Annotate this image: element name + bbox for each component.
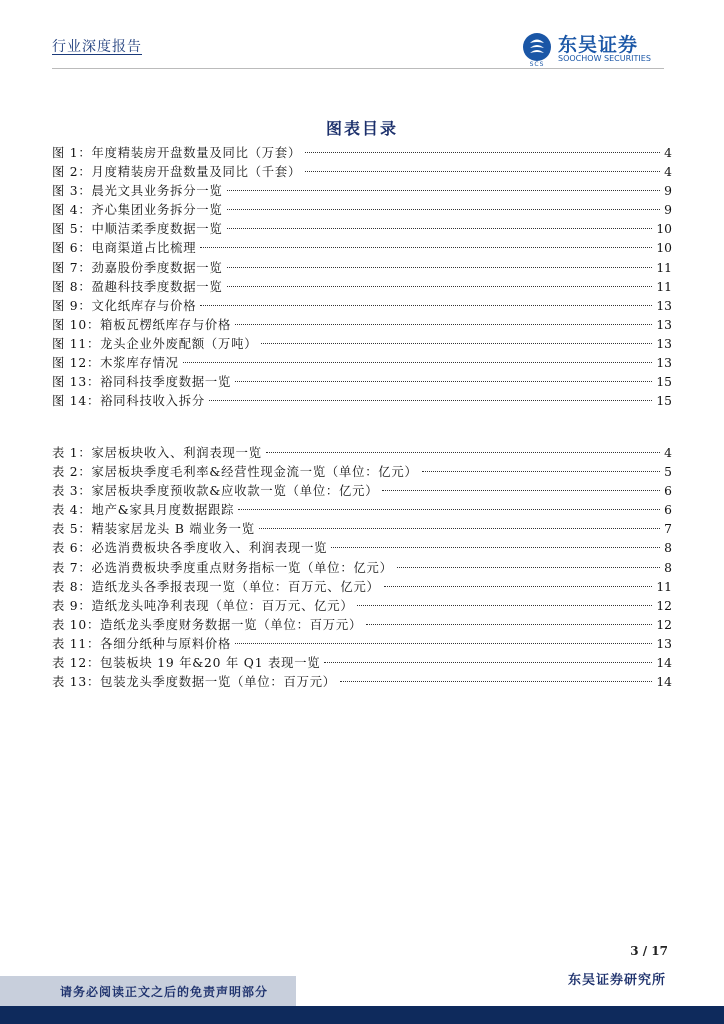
dot-leader xyxy=(238,509,660,510)
toc-entry-label: 图 9：文化纸库存与价格 xyxy=(52,298,197,313)
toc-figure-entry[interactable] xyxy=(52,335,672,354)
toc-figure-entry[interactable] xyxy=(52,163,672,182)
toc-entry-label: 表 11：各细分纸种与原料价格 xyxy=(52,636,232,651)
toc-entry-label: 图 10：箱板瓦楞纸库存与价格 xyxy=(52,317,232,332)
toc-table-entry[interactable] xyxy=(52,539,672,558)
toc-entry-label: 表 10：造纸龙头季度财务数据一览（单位：百万元） xyxy=(52,617,363,632)
toc-entry-page: 5 xyxy=(664,465,672,480)
figure-list xyxy=(52,144,672,411)
toc-table-entry[interactable] xyxy=(52,616,672,635)
toc-entry-label: 图 3：晨光文具业务拆分一览 xyxy=(52,184,223,199)
dot-leader xyxy=(259,528,660,529)
toc-figure-entry[interactable] xyxy=(52,373,672,392)
toc-entry-label: 图 1：年度精装房开盘数量及同比（万套） xyxy=(52,146,302,160)
dot-leader xyxy=(331,547,660,548)
dot-leader xyxy=(366,624,652,625)
toc-entry-page: 13 xyxy=(656,636,672,651)
dot-leader xyxy=(305,171,660,172)
toc-entry-label: 表 7：必选消费板块季度重点财务指标一览（单位：亿元） xyxy=(52,560,393,575)
toc-figure-entry[interactable] xyxy=(52,259,672,278)
toc-entry-label: 表 4：地产&家具月度数据跟踪 xyxy=(52,503,235,518)
toc-table-entry[interactable] xyxy=(52,501,672,520)
toc-figure-entry[interactable] xyxy=(52,220,672,239)
toc-entry-label: 表 12：包装板块 19 年&20 年 Q1 表现一览 xyxy=(52,656,321,671)
toc-entry-page: 13 xyxy=(656,317,672,332)
soochow-logo-icon xyxy=(522,32,552,62)
toc-entry-label: 表 2：家居板块季度毛利率&经营性现金流一览（单位：亿元） xyxy=(52,465,418,480)
dot-leader xyxy=(235,381,652,382)
toc-entry-label: 图 8：盈趣科技季度数据一览 xyxy=(52,279,223,294)
toc-entry-label: 表 8：造纸龙头各季报表现一览（单位：百万元、亿元） xyxy=(52,579,380,594)
toc-entry-label: 图 7：劲嘉股份季度数据一览 xyxy=(52,260,223,275)
dot-leader xyxy=(235,643,652,644)
toc-table-entry[interactable] xyxy=(52,578,672,597)
toc-table-entry[interactable] xyxy=(52,520,672,539)
logo-chinese-name: 东吴证券 xyxy=(558,34,639,56)
dot-leader xyxy=(261,343,652,344)
footer-bar xyxy=(0,1006,724,1024)
header-category: 行业深度报告 xyxy=(52,39,142,55)
dot-leader xyxy=(227,286,653,287)
toc-entry-page: 9 xyxy=(664,203,672,218)
toc-entry-page: 8 xyxy=(664,560,672,575)
toc-entry-label: 图 14：裕同科技收入拆分 xyxy=(52,394,205,409)
toc-entry-page: 11 xyxy=(656,579,672,594)
toc-entry-page: 4 xyxy=(664,165,672,180)
toc-entry-page: 7 xyxy=(664,522,672,537)
toc-entry-label: 图 4：齐心集团业务拆分一览 xyxy=(52,203,223,218)
dot-leader xyxy=(324,662,652,663)
dot-leader xyxy=(422,471,661,472)
dot-leader xyxy=(384,586,653,587)
toc-table-entry[interactable] xyxy=(52,635,672,654)
toc-figure-entry[interactable] xyxy=(52,182,672,201)
toc-entry-label: 表 3：家居板块季度预收款&应收款一览（单位：亿元） xyxy=(52,484,379,499)
toc-entry-page: 6 xyxy=(664,484,672,499)
toc-entry-page: 14 xyxy=(656,675,672,690)
toc-entry-page: 13 xyxy=(656,298,672,313)
toc-entry-label: 图 6：电商渠道占比梳理 xyxy=(52,241,197,256)
disclaimer-box xyxy=(0,976,296,1006)
toc-entry-page: 6 xyxy=(664,503,672,518)
dot-leader xyxy=(305,152,660,153)
table-list xyxy=(52,444,672,692)
toc-entry-page: 8 xyxy=(664,541,672,556)
toc-figure-entry[interactable] xyxy=(52,201,672,220)
dot-leader xyxy=(227,228,653,229)
toc-figure-entry[interactable] xyxy=(52,297,672,316)
dot-leader xyxy=(200,305,652,306)
toc-entry-label: 表 1：家居板块收入、利润表现一览 xyxy=(52,446,262,460)
toc-entry-page: 15 xyxy=(656,375,672,390)
toc-figure-entry[interactable] xyxy=(52,316,672,335)
disclaimer-text: 请务必阅读正文之后的免责声明部分 xyxy=(60,985,269,999)
toc-table-entry[interactable] xyxy=(52,444,672,463)
toc-entry-label: 图 13：裕同科技季度数据一览 xyxy=(52,375,232,390)
toc-entry-label: 表 13：包装龙头季度数据一览（单位：百万元） xyxy=(52,675,336,690)
toc-entry-page: 4 xyxy=(664,146,672,160)
logo-english-name: SOOCHOW SECURITIES xyxy=(558,54,651,63)
dot-leader xyxy=(397,567,660,568)
toc-table-entry[interactable] xyxy=(52,463,672,482)
toc-entry-page: 12 xyxy=(656,617,672,632)
toc-figure-entry[interactable] xyxy=(52,392,672,411)
logo-abbrev: SCS xyxy=(529,61,545,68)
dot-leader xyxy=(357,605,652,606)
toc-figure-entry[interactable] xyxy=(52,144,672,163)
toc-entry-label: 图 12：木浆库存情况 xyxy=(52,356,179,371)
toc-entry-page: 11 xyxy=(656,260,672,275)
toc-entry-label: 表 5：精装家居龙头 B 端业务一览 xyxy=(52,522,255,537)
toc-table-entry[interactable] xyxy=(52,654,672,673)
toc-entry-page: 14 xyxy=(656,656,672,671)
toc-entry-label: 图 5：中顺洁柔季度数据一览 xyxy=(52,222,223,237)
dot-leader xyxy=(235,324,652,325)
toc-entry-page: 9 xyxy=(664,184,672,199)
toc-entry-label: 图 11：龙头企业外废配额（万吨） xyxy=(52,336,258,351)
page-number: 3 / 17 xyxy=(630,944,668,958)
dot-leader xyxy=(266,452,660,453)
header-divider xyxy=(52,68,664,69)
toc-table-entry[interactable] xyxy=(52,482,672,501)
toc-entry-page: 15 xyxy=(656,394,672,409)
institute-name: 东吴证券研究所 xyxy=(567,973,666,988)
dot-leader xyxy=(200,247,652,248)
toc-table-entry[interactable] xyxy=(52,597,672,616)
brand-logo xyxy=(522,32,672,68)
dot-leader xyxy=(227,209,661,210)
dot-leader xyxy=(382,490,660,491)
toc-entry-page: 13 xyxy=(656,356,672,371)
toc-entry-page: 4 xyxy=(664,446,672,460)
toc-entry-page: 11 xyxy=(656,279,672,294)
toc-table-entry[interactable] xyxy=(52,673,672,692)
toc-entry-page: 13 xyxy=(656,336,672,351)
toc-entry-label: 表 9：造纸龙头吨净利表现（单位：百万元、亿元） xyxy=(52,598,354,613)
toc-title: 图表目录 xyxy=(325,119,398,138)
dot-leader xyxy=(227,190,661,191)
dot-leader xyxy=(340,681,652,682)
dot-leader xyxy=(227,267,653,268)
toc-entry-page: 10 xyxy=(656,222,672,237)
toc-figure-entry[interactable] xyxy=(52,278,672,297)
dot-leader xyxy=(183,362,653,363)
toc-entry-page: 12 xyxy=(656,598,672,613)
toc-entry-label: 图 2：月度精装房开盘数量及同比（千套） xyxy=(52,165,302,180)
toc-table-entry[interactable] xyxy=(52,559,672,578)
toc-figure-entry[interactable] xyxy=(52,239,672,258)
dot-leader xyxy=(209,400,652,401)
toc-figure-entry[interactable] xyxy=(52,354,672,373)
toc-entry-page: 10 xyxy=(656,241,672,256)
toc-entry-label: 表 6：必选消费板块各季度收入、利润表现一览 xyxy=(52,541,328,556)
